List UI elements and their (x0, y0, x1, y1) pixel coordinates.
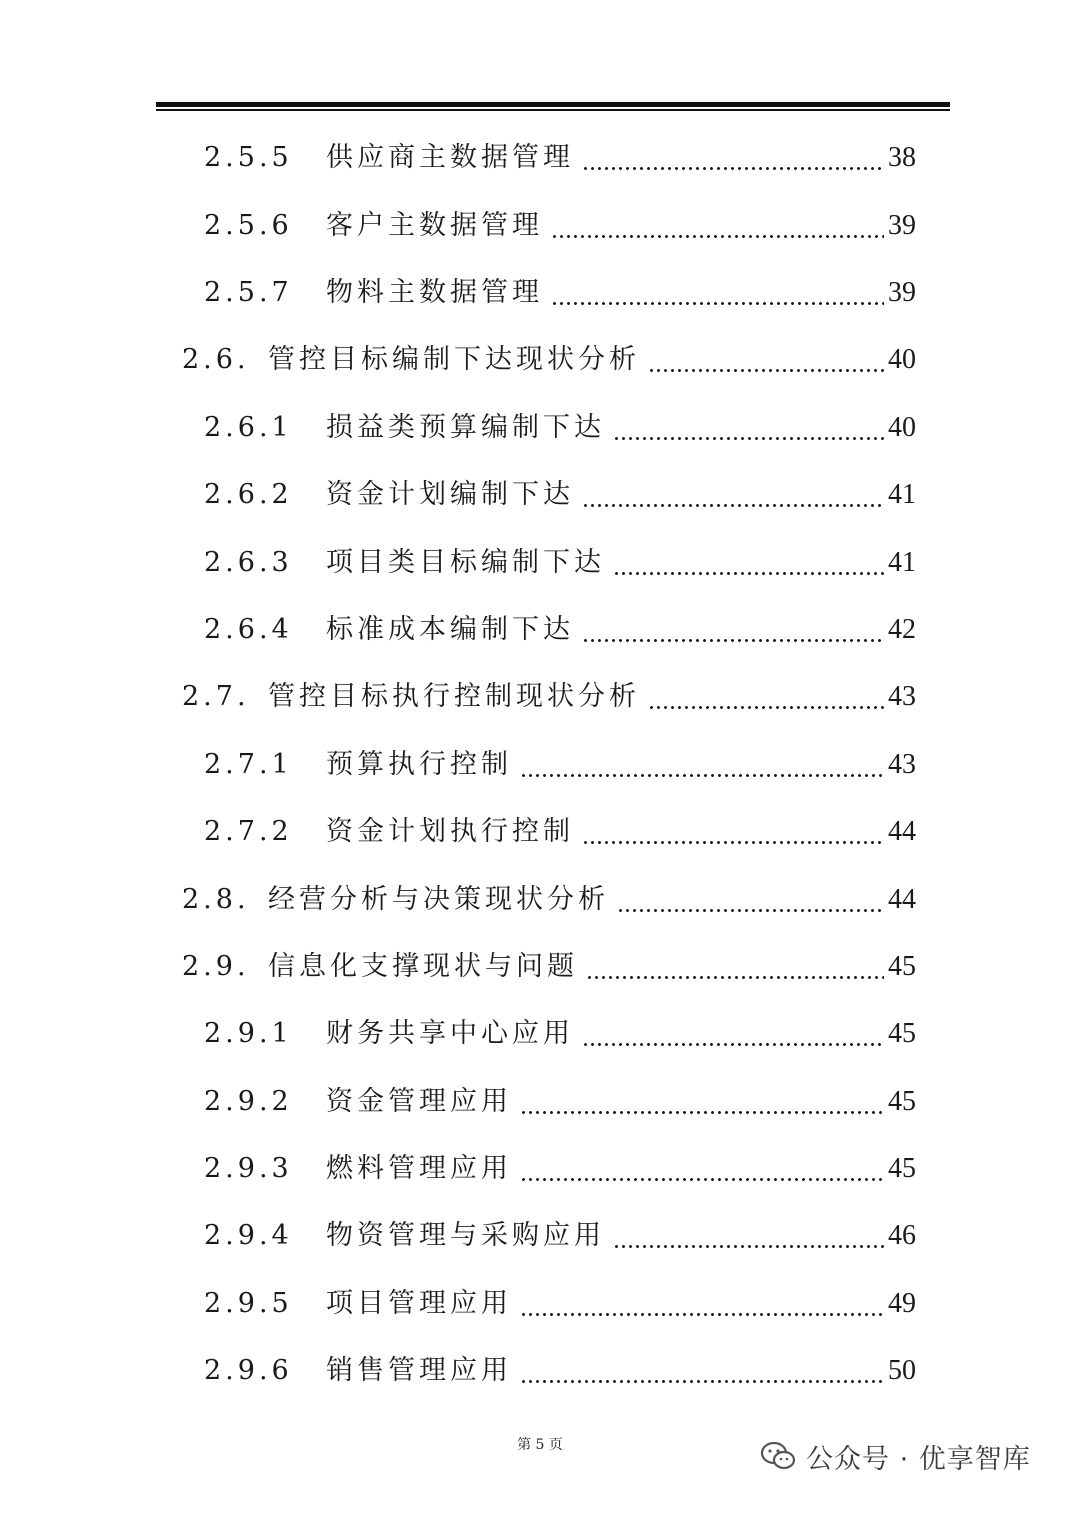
toc-entry-page: 43 (888, 749, 916, 780)
toc-leader-dots (520, 1351, 884, 1391)
toc-entry-number: 2.6.1 (204, 412, 293, 443)
watermark (760, 1432, 1031, 1480)
header-rule (156, 102, 950, 107)
toc-entry-page: 41 (888, 479, 916, 510)
toc-entry-number: 2.9.3 (204, 1153, 293, 1184)
toc-leader-dots (520, 745, 884, 785)
toc-entry-number: 2.6.4 (204, 614, 293, 645)
toc-entry-2-5-7[interactable] (204, 273, 916, 313)
toc-entry-2-5-5[interactable] (204, 138, 916, 178)
toc-entry-title: 供应商主数据管理 (326, 142, 574, 173)
toc-entry-page: 45 (888, 1086, 916, 1117)
watermark-text: 公众号 · 优享智库 (806, 1443, 1031, 1475)
toc-entry-page: 49 (888, 1288, 916, 1319)
toc-entry-title: 财务共享中心应用 (326, 1018, 574, 1049)
toc-entry-2-9-1[interactable] (204, 1014, 916, 1054)
toc-entry-number: 2.5.5 (204, 142, 293, 173)
toc-leader-dots (582, 475, 884, 515)
toc-entry-2-6-4[interactable] (204, 610, 916, 650)
toc-entry-number: 2.9.4 (204, 1220, 293, 1251)
toc-leader-dots (648, 340, 884, 380)
toc-entry-page: 44 (888, 816, 916, 847)
toc-entry-number: 2.9. (182, 951, 250, 982)
toc-entry-page: 43 (888, 681, 916, 712)
toc-entry-page: 40 (888, 412, 916, 443)
toc-leader-dots (520, 1082, 884, 1122)
toc-leader-dots (648, 677, 884, 717)
toc-entry-2-9-4[interactable] (204, 1216, 916, 1256)
toc-entry-2-7[interactable] (182, 677, 916, 717)
toc-entry-title: 销售管理应用 (326, 1355, 512, 1386)
toc-entry-2-9-2[interactable] (204, 1082, 916, 1122)
toc-entry-2-9-5[interactable] (204, 1284, 916, 1324)
toc-entry-title: 经营分析与决策现状分析 (268, 884, 609, 915)
toc-entry-number: 2.8. (182, 884, 250, 915)
toc-entry-title: 损益类预算编制下达 (326, 412, 605, 443)
toc-entry-2-8[interactable] (182, 880, 916, 920)
toc-leader-dots (582, 138, 884, 178)
toc-leader-dots (617, 880, 884, 920)
toc-entry-number: 2.5.7 (204, 277, 293, 308)
toc-entry-page: 45 (888, 1153, 916, 1184)
toc-entry-page: 40 (888, 344, 916, 375)
toc-entry-title: 客户主数据管理 (326, 210, 543, 241)
toc-entry-page: 41 (888, 547, 916, 578)
toc-entry-page: 39 (888, 210, 916, 241)
toc-leader-dots (613, 408, 884, 448)
toc-entry-number: 2.7. (182, 681, 250, 712)
toc-entry-page: 46 (888, 1220, 916, 1251)
toc-entry-title: 项目管理应用 (326, 1288, 512, 1319)
toc-entry-2-6-2[interactable] (204, 475, 916, 515)
toc-entry-title: 管控目标编制下达现状分析 (268, 344, 640, 375)
toc-entry-2-7-1[interactable] (204, 745, 916, 785)
wechat-icon (760, 1441, 796, 1471)
toc-entry-title: 管控目标执行控制现状分析 (268, 681, 640, 712)
toc-leader-dots (551, 206, 884, 246)
toc-entry-title: 物料主数据管理 (326, 277, 543, 308)
toc-entry-2-6-3[interactable] (204, 543, 916, 583)
toc-entry-number: 2.7.1 (204, 749, 293, 780)
page-number: 第 5 页 (517, 1437, 563, 1453)
toc-entry-number: 2.9.5 (204, 1288, 293, 1319)
toc-leader-dots (613, 1216, 884, 1256)
toc-entry-page: 45 (888, 1018, 916, 1049)
toc-entry-title: 资金计划编制下达 (326, 479, 574, 510)
toc-entry-page: 42 (888, 614, 916, 645)
toc-entry-number: 2.5.6 (204, 210, 293, 241)
toc-entry-title: 标准成本编制下达 (326, 614, 574, 645)
toc-entry-2-5-6[interactable] (204, 206, 916, 246)
toc-leader-dots (520, 1149, 884, 1189)
toc-entry-2-6[interactable] (182, 340, 916, 380)
header-rule-thin (156, 109, 950, 111)
toc-leader-dots (520, 1284, 884, 1324)
toc-leader-dots (582, 812, 884, 852)
toc-entry-2-9-6[interactable] (204, 1351, 916, 1391)
toc-entry-number: 2.6.2 (204, 479, 293, 510)
toc-entry-number: 2.6. (182, 344, 250, 375)
toc-entry-2-7-2[interactable] (204, 812, 916, 852)
toc-entry-title: 预算执行控制 (326, 749, 512, 780)
toc-entry-2-9-3[interactable] (204, 1149, 916, 1189)
toc-entry-2-6-1[interactable] (204, 408, 916, 448)
toc-entry-number: 2.7.2 (204, 816, 293, 847)
toc-entry-title: 资金计划执行控制 (326, 816, 574, 847)
toc-leader-dots (551, 273, 884, 313)
toc-entry-page: 39 (888, 277, 916, 308)
toc-entry-number: 2.6.3 (204, 547, 293, 578)
toc-entry-title: 信息化支撑现状与问题 (268, 951, 578, 982)
toc-leader-dots (586, 947, 884, 987)
toc-entry-number: 2.9.6 (204, 1355, 293, 1386)
toc-entry-title: 燃料管理应用 (326, 1153, 512, 1184)
toc-leader-dots (582, 610, 884, 650)
toc-entry-title: 项目类目标编制下达 (326, 547, 605, 578)
toc-entry-number: 2.9.1 (204, 1018, 293, 1049)
toc-entry-number: 2.9.2 (204, 1086, 293, 1117)
toc-leader-dots (582, 1014, 884, 1054)
toc-entry-2-9[interactable] (182, 947, 916, 987)
toc-entry-title: 资金管理应用 (326, 1086, 512, 1117)
toc-entry-title: 物资管理与采购应用 (326, 1220, 605, 1251)
toc-entry-page: 38 (888, 142, 916, 173)
toc-leader-dots (613, 543, 884, 583)
toc-entry-page: 50 (888, 1355, 916, 1386)
toc-entry-page: 44 (888, 884, 916, 915)
toc-entry-page: 45 (888, 951, 916, 982)
